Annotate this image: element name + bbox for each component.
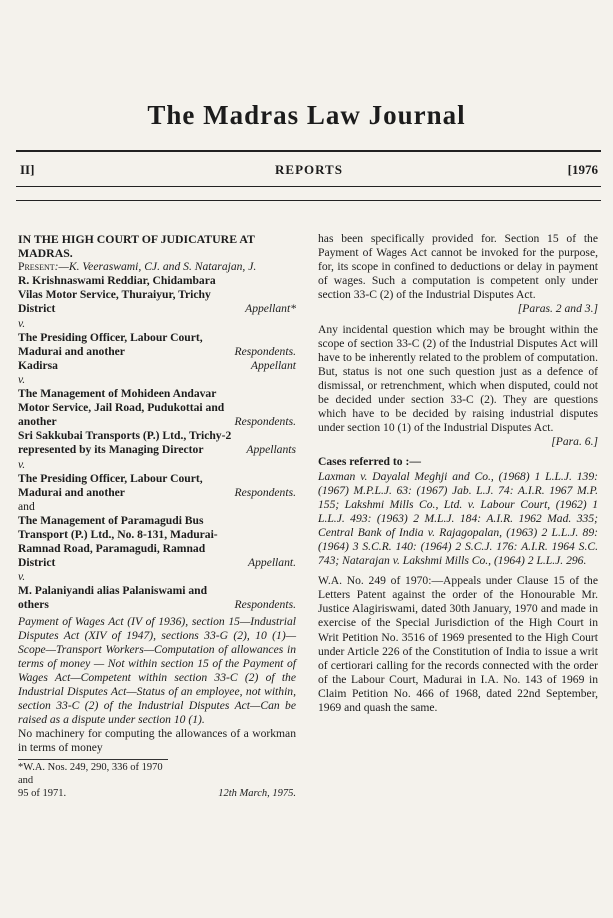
party-name: The Presiding Officer, Labour Court, Madurai and another bbox=[18, 330, 203, 358]
party-name: and bbox=[18, 499, 35, 513]
party-name: M. Palaniyandi alias Palaniswami and others bbox=[18, 584, 208, 612]
header-rule bbox=[16, 186, 601, 187]
party-name: Sri Sakkubai Transports (P.) Ltd., Trichy-2 represented by its Managing Director bbox=[18, 429, 232, 457]
party-entry bbox=[18, 584, 296, 612]
party-name: R. Krishnaswami Reddiar, Chidambara Vilas Motor Service, Thuraiyur, Trichy District bbox=[18, 274, 216, 316]
party-name: The Presiding Officer, Labour Court, Madurai and another bbox=[18, 471, 203, 499]
party-entry bbox=[18, 331, 296, 359]
present-label: Present bbox=[18, 260, 55, 274]
holding: No machinery for computing the allowances of a workman in terms of money bbox=[18, 727, 296, 755]
party-name: v. bbox=[18, 457, 26, 471]
party-name: The Management of Paramagudi Bus Transport (P.) Ltd., No. 8-131, Madurai-Ramnad Road, Paramagudi, Ramnad District bbox=[18, 513, 218, 570]
party-name: The Management of Mohideen Andavar Motor Service, Jail Road, Pudukottai and another bbox=[18, 387, 225, 429]
party-entry bbox=[18, 458, 296, 472]
headnote: Payment of Wages Act (IV of 1936), section 15—Industrial Disputes Act (XIV of 1947), sections 33-G (2), 10 (1)—Scope—Transport Workers—Computation of allowances in terms of money — Not within section 15 of the Payment of Wages Act—Competent within section 33-C (2) of the Industrial Disputes Act—Status of an employee, not within, section 33-C (2) of the Industrial Disputes Act—Can be raised as a dispute under section 10 (1). bbox=[18, 614, 296, 727]
party-entry bbox=[18, 500, 296, 514]
party-list bbox=[18, 274, 296, 612]
cases-heading: Cases referred to :— bbox=[318, 455, 421, 469]
right-column bbox=[318, 232, 598, 715]
running-head bbox=[20, 162, 598, 182]
volume-number: II] bbox=[20, 162, 35, 177]
footnote-case-numbers: 95 of 1971. bbox=[18, 788, 67, 800]
party-role: Respondents. bbox=[234, 598, 296, 612]
party-role: Appellant. bbox=[248, 556, 296, 570]
party-entry bbox=[18, 570, 296, 584]
paragraph-1: has been specifically provided for. Section 15 of the Payment of Wages Act cannot be invoked for the purpose, for, its scope in confined to deductions or delay in payment of wages. Such a computation is competent only under section 33-C (2) of the Industrial Disputes Act. bbox=[318, 232, 598, 302]
party-name: v. bbox=[18, 316, 26, 330]
party-entry bbox=[18, 514, 296, 570]
court-name: IN THE HIGH COURT OF JUDICATURE AT MADRAS. bbox=[18, 232, 255, 261]
footnote bbox=[18, 759, 168, 787]
section-title: REPORTS bbox=[275, 162, 343, 177]
decision-date: 12th March, 1975. bbox=[218, 788, 296, 800]
party-name: v. bbox=[18, 372, 26, 386]
footnote-line-2 bbox=[18, 787, 296, 801]
party-entry bbox=[18, 317, 296, 331]
footnote-line-1: *W.A. Nos. 249, 290, 336 of 1970 and bbox=[18, 762, 163, 786]
party-entry bbox=[18, 274, 296, 316]
party-role: Respondents. bbox=[234, 344, 296, 358]
party-name: Kadirsa bbox=[18, 358, 58, 372]
party-entry bbox=[18, 429, 296, 457]
header-rule-2 bbox=[16, 200, 601, 201]
party-role: Appellants bbox=[246, 443, 296, 457]
masthead-rule bbox=[16, 150, 601, 152]
party-role: Respondents. bbox=[234, 415, 296, 429]
paragraph-2: Any incidental question which may be brought within the scope of section 33-C (2) of the Industrial Disputes Act will have to be inherently related to the problem of computation. But, status is not one such question just as a defence of dismissal, or retrenchment, which when disputed, could not be decided under section 33-C (2). They are questions which have to be decided by raising industrial disputes under section 10 (1) of the Industrial Disputes Act. bbox=[318, 322, 598, 435]
paragraph-3: W.A. No. 249 of 1970:—Appeals under Clause 15 of the Letters Patent against the order of the Honourable Mr. Justice Alagiriswami, dated 30th January, 1970 and made in exercise of the Special Jurisdiction of the High Court in Writ Petition No. 3516 of 1969 presented to the High Court under Article 226 of the Constitution of India to issue a writ of certiorari calling for the records connected with the order of the Labour Court, Madurai in I.A. No. 143 of 1969 in Claim Petition No. 466 of 1968, dated 22nd September, 1969 and quash the same. bbox=[318, 574, 598, 714]
party-name: v. bbox=[18, 570, 26, 584]
party-entry bbox=[18, 387, 296, 429]
paragraph-1-ref: [Paras. 2 and 3.] bbox=[517, 302, 598, 316]
party-entry bbox=[18, 359, 296, 373]
left-column bbox=[18, 232, 296, 802]
journal-masthead: The Madras Law Journal bbox=[147, 100, 466, 130]
present-judges: :—K. Veeraswami, CJ. and S. Natarajan, J. bbox=[54, 260, 257, 274]
cases-list: Laxman v. Dayalal Meghji and Co., (1968) 1 L.L.J. 139: (1967) M.P.L.J. 63: (1967) Jab. L.J. 74: A.I.R. 1967 M.P. 155; Lakshmi Mills Co., Ltd. v. Labour Court, (1962) 1 L.L.J. 493: (1963) 2 M.L.J. 184: A.I.R. 1962 Mad. 335; Central Bank of India v. Rajagopalan, (1963) 2 L.L.J. 89: (1964) 3 S.C.R. 140: (1964) 2 S.C.J. 176: A.I.R. 1964 S.C. 743; Natarajan v. Lakshmi Mills Co., (1964) 2 L.L.J. 296. bbox=[318, 469, 598, 568]
party-role: Appellant* bbox=[245, 302, 296, 316]
party-entry bbox=[18, 373, 296, 387]
paragraph-2-ref: [Para. 6.] bbox=[551, 435, 598, 449]
present-line bbox=[18, 260, 296, 274]
party-role: Appellant bbox=[250, 358, 296, 372]
year: [1976 bbox=[567, 162, 598, 177]
party-role: Respondents. bbox=[234, 485, 296, 499]
party-entry bbox=[18, 472, 296, 500]
